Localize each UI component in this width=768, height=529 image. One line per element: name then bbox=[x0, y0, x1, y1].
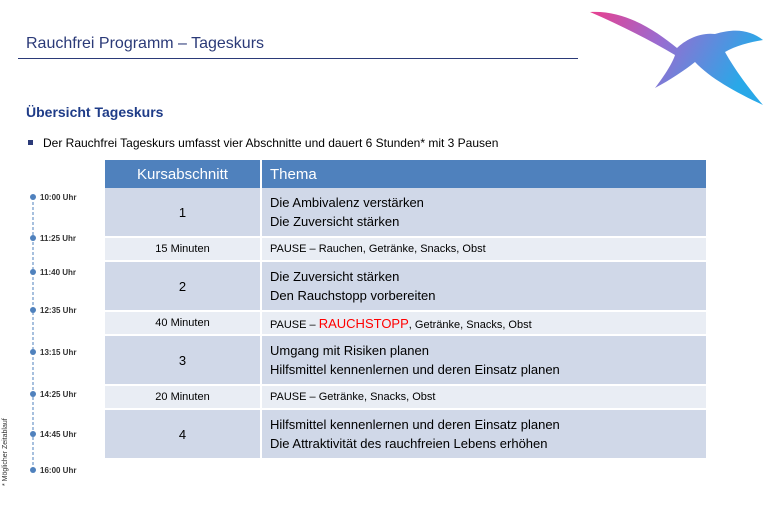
timeline-dot bbox=[30, 269, 36, 275]
topic-line: Hilfsmittel kennenlernen und deren Einsatz planen bbox=[270, 362, 560, 377]
topic-line: Umgang mit Risiken planen bbox=[270, 343, 429, 358]
section-number: 3 bbox=[105, 336, 262, 386]
time-label: 14:25 Uhr bbox=[40, 390, 77, 399]
pause-duration: 20 Minuten bbox=[105, 386, 262, 410]
topic-line: Den Rauchstopp vorbereiten bbox=[270, 288, 436, 303]
column-header: Kursabschnitt bbox=[105, 160, 262, 188]
time-label: 12:35 Uhr bbox=[40, 306, 77, 315]
timeline-dot bbox=[30, 349, 36, 355]
timeline-dot bbox=[30, 431, 36, 437]
pause-row bbox=[105, 238, 706, 262]
topic-line: Die Ambivalenz verstärken bbox=[270, 195, 424, 210]
timeline bbox=[0, 0, 105, 529]
time-label: 16:00 Uhr bbox=[40, 466, 77, 475]
bird-logo-icon bbox=[585, 0, 768, 110]
pause-row bbox=[105, 312, 706, 336]
pause-row bbox=[105, 386, 706, 410]
timeline-dot bbox=[30, 194, 36, 200]
rauchstopp-highlight: RAUCHSTOPP bbox=[318, 315, 409, 331]
time-label: 13:15 Uhr bbox=[40, 348, 77, 357]
timeline-dot bbox=[30, 235, 36, 241]
timeline-dot bbox=[30, 307, 36, 313]
topic-line: Die Zuversicht stärken bbox=[270, 214, 400, 229]
table-header-row bbox=[105, 160, 706, 188]
section-number: 2 bbox=[105, 262, 262, 312]
page-title: Rauchfrei Programm – Tageskurs bbox=[26, 35, 265, 52]
section-title: Übersicht Tageskurs bbox=[26, 104, 164, 120]
topic-line: Hilfsmittel kennenlernen und deren Einsatz planen bbox=[270, 417, 560, 432]
timeline-footnote: * Möglicher Zeitablauf bbox=[2, 418, 9, 486]
pause-prefix: PAUSE – bbox=[270, 318, 319, 331]
table-row bbox=[105, 188, 706, 238]
time-label: 11:40 Uhr bbox=[40, 268, 77, 277]
pause-text: PAUSE – Getränke, Snacks, Obst bbox=[262, 386, 706, 410]
pause-suffix: , Getränke, Snacks, Obst bbox=[408, 318, 532, 331]
table-row bbox=[105, 262, 706, 312]
pause-text: PAUSE – Rauchen, Getränke, Snacks, Obst bbox=[262, 238, 706, 262]
column-header: Thema bbox=[262, 160, 706, 188]
intro-text: Der Rauchfrei Tageskurs umfasst vier Abschnitte und dauert 6 Stunden* mit 3 Pausen bbox=[43, 136, 499, 150]
schedule-table bbox=[105, 160, 706, 460]
table-row bbox=[105, 336, 706, 386]
table-row bbox=[105, 410, 706, 460]
pause-duration: 40 Minuten bbox=[105, 312, 262, 336]
time-label: 11:25 Uhr bbox=[40, 234, 77, 243]
timeline-dot bbox=[30, 391, 36, 397]
topic-line: Die Zuversicht stärken bbox=[270, 269, 400, 284]
topic-cell bbox=[262, 410, 706, 460]
time-label: 14:45 Uhr bbox=[40, 430, 77, 439]
pause-duration: 15 Minuten bbox=[105, 238, 262, 262]
time-label: 10:00 Uhr bbox=[40, 193, 77, 202]
topic-line: Die Attraktivität des rauchfreien Lebens erhöhen bbox=[270, 436, 548, 451]
topic-cell bbox=[262, 262, 706, 312]
topic-cell bbox=[262, 336, 706, 386]
section-number: 1 bbox=[105, 188, 262, 238]
pause-text bbox=[262, 312, 706, 336]
topic-cell bbox=[262, 188, 706, 238]
timeline-dot bbox=[30, 467, 36, 473]
section-number: 4 bbox=[105, 410, 262, 460]
